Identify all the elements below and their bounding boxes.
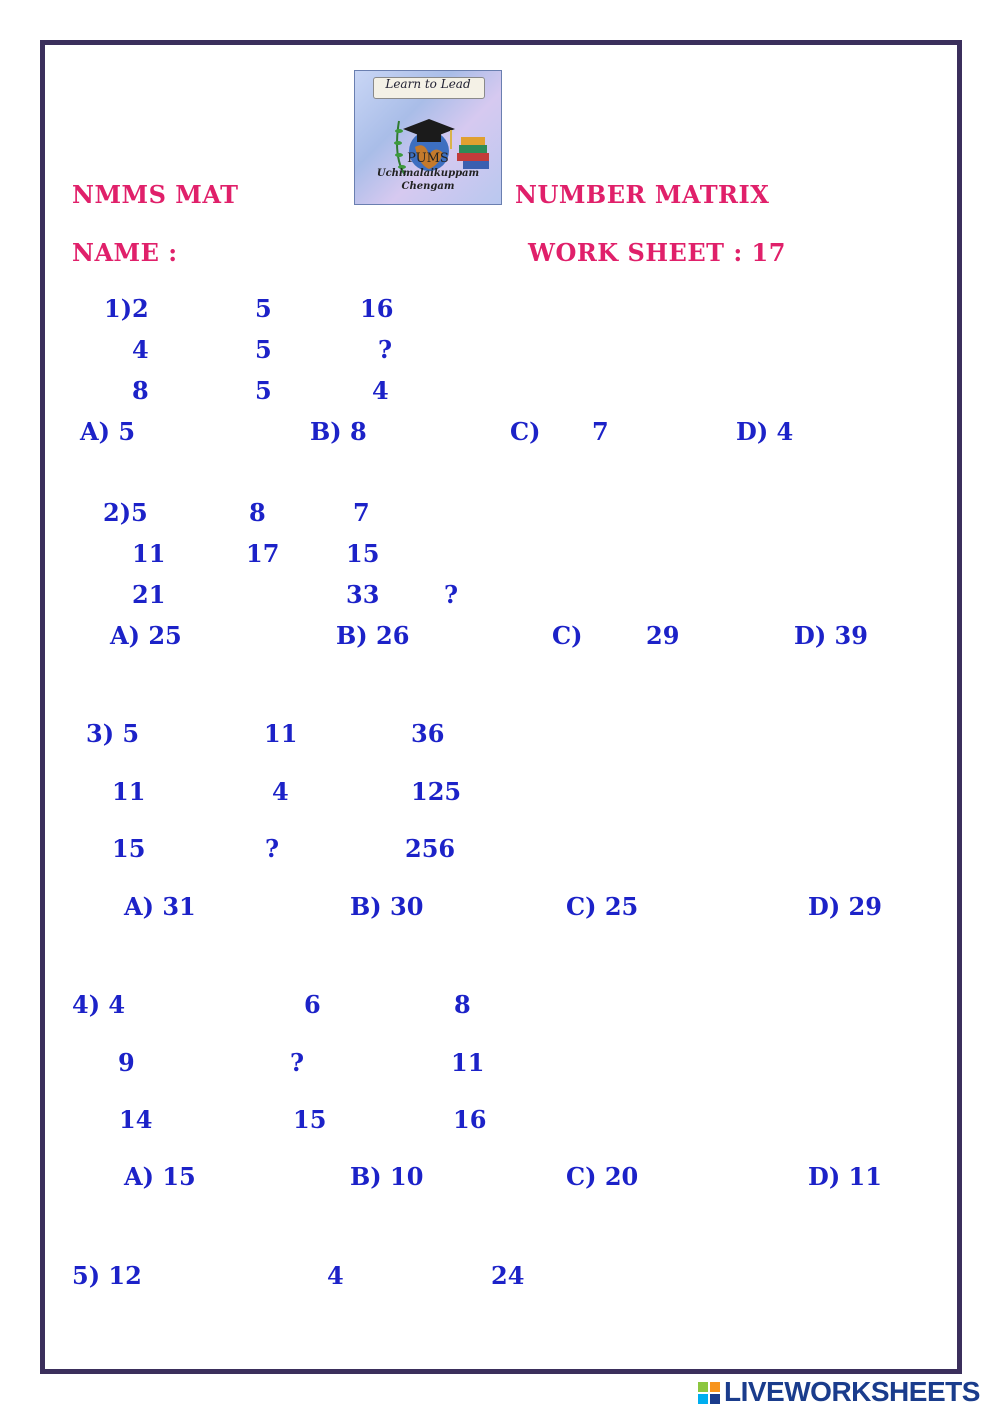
- q2-row2-col1: 11: [132, 539, 166, 568]
- q4-row3-col2: 15: [293, 1105, 327, 1134]
- q3-row1-col1: 3) 5: [86, 719, 140, 748]
- school-logo: [354, 70, 502, 205]
- q1-row1-col3: 16: [360, 294, 394, 323]
- q1-row1-col1: 1)2: [104, 294, 149, 323]
- q4-row2-col1: 9: [118, 1048, 135, 1077]
- q2-row1-col2: 8: [249, 498, 266, 527]
- q4-row2-col2: ?: [290, 1048, 305, 1077]
- q2-row1-col3: 7: [353, 498, 370, 527]
- q3-option-a: A) 31: [124, 892, 196, 921]
- q1-option-a: A) 5: [80, 417, 136, 446]
- q1-row2-col1: 4: [132, 335, 149, 364]
- q4-option-b: B) 10: [350, 1162, 424, 1191]
- brand-text: LIVEWORKSHEETS: [724, 1376, 980, 1407]
- q4-option-c: C) 20: [566, 1162, 639, 1191]
- q5-row1-col1: 5) 12: [72, 1261, 142, 1290]
- q3-option-c: C) 25: [566, 892, 639, 921]
- q3-row3-col1: 15: [112, 834, 146, 863]
- q2-row2-col3: 15: [346, 539, 380, 568]
- q4-row3-col3: 16: [453, 1105, 487, 1134]
- q1-option-b: B) 8: [310, 417, 367, 446]
- q2-option-a: A) 25: [110, 621, 182, 650]
- q4-option-d: D) 11: [808, 1162, 882, 1191]
- q1-option-d: D) 4: [736, 417, 794, 446]
- q4-option-a: A) 15: [124, 1162, 196, 1191]
- q2-option-c-label: C): [552, 621, 583, 650]
- q2-option-d: D) 39: [794, 621, 868, 650]
- q4-row2-col3: 11: [451, 1048, 485, 1077]
- q3-row2-col2: 4: [272, 777, 289, 806]
- q4-row3-col1: 14: [119, 1105, 153, 1134]
- name-label: NAME :: [72, 238, 178, 267]
- logo-line1: Uchimalaikuppam: [376, 168, 480, 179]
- header-right-title: NUMBER MATRIX: [515, 180, 770, 209]
- worksheet-number: WORK SHEET : 17: [528, 238, 786, 267]
- q1-row3-col2: 5: [255, 376, 272, 405]
- q2-option-b: B) 26: [336, 621, 410, 650]
- q1-row1-col2: 5: [255, 294, 272, 323]
- logo-name: PUMS: [407, 151, 449, 166]
- q3-row3-col2: ?: [265, 834, 280, 863]
- q3-row2-col1: 11: [112, 777, 146, 806]
- q4-row1-col1: 4) 4: [72, 990, 126, 1019]
- logo-banner: Learn to Lead: [385, 77, 471, 91]
- logo-line2: Chengam: [401, 181, 455, 192]
- q3-row2-col3: 125: [411, 777, 462, 806]
- q3-row1-col2: 11: [264, 719, 298, 748]
- q1-row3-col1: 8: [132, 376, 149, 405]
- q3-option-d: D) 29: [808, 892, 882, 921]
- q1-option-c-value: 7: [592, 417, 609, 446]
- q1-row3-col3: 4: [372, 376, 389, 405]
- q4-row1-col3: 8: [454, 990, 471, 1019]
- q2-row3-col1: 21: [132, 580, 166, 609]
- q3-row3-col3: 256: [405, 834, 456, 863]
- q2-row2-col2: 17: [246, 539, 280, 568]
- q4-row1-col2: 6: [304, 990, 321, 1019]
- q1-option-c-label: C): [510, 417, 541, 446]
- header-left-title: NMMS MAT: [72, 180, 239, 209]
- liveworksheets-logo-icon: [698, 1382, 720, 1404]
- q3-row1-col3: 36: [411, 719, 445, 748]
- q5-row1-col2: 4: [327, 1261, 344, 1290]
- q1-row2-col3: ?: [378, 335, 393, 364]
- q1-row2-col2: 5: [255, 335, 272, 364]
- q2-row3-col2: 33: [346, 580, 380, 609]
- q2-option-c-value: 29: [646, 621, 680, 650]
- q2-row1-col1: 2)5: [103, 498, 148, 527]
- q5-row1-col3: 24: [491, 1261, 525, 1290]
- q3-option-b: B) 30: [350, 892, 424, 921]
- q2-row3-col3: ?: [444, 580, 459, 609]
